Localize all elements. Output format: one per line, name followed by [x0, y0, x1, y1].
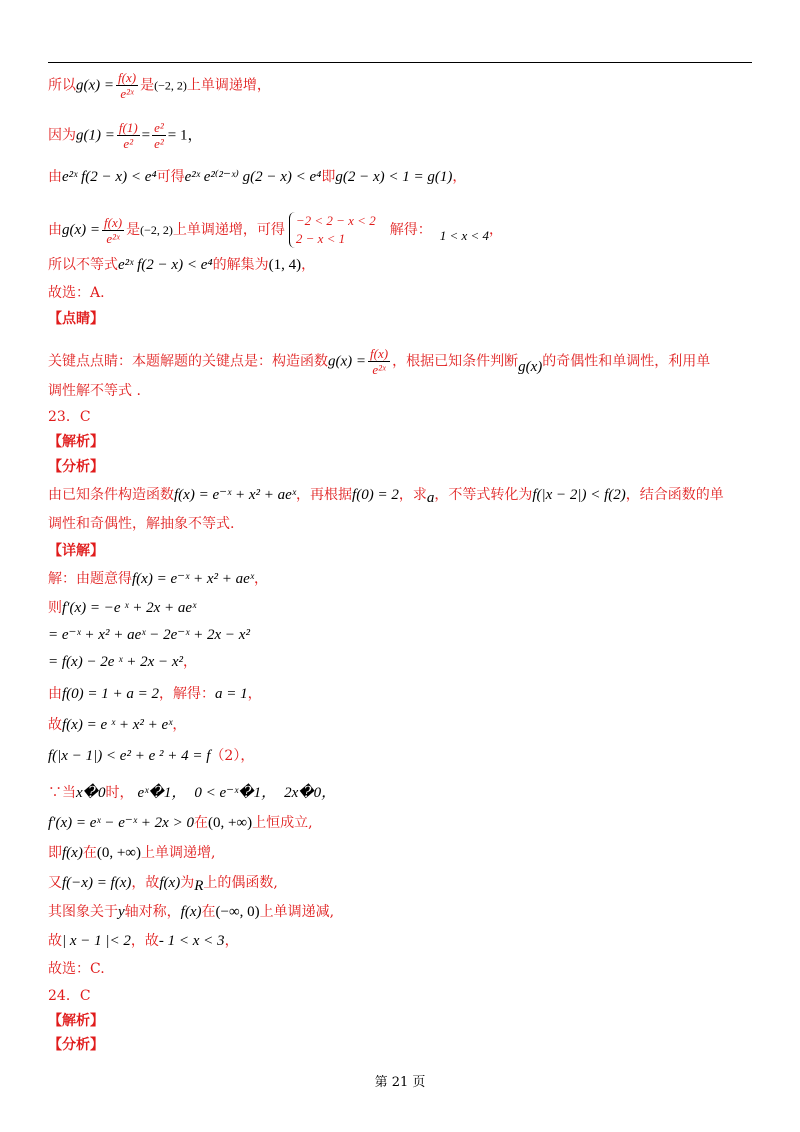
text-line-2: 因为g(1) = $\frac{f(1)}{\text{e²}}$ = $\frac{\text{e²}}{\text{e²}}$ = 1， — [48, 120, 203, 151]
section-label: 【解析】 — [48, 434, 104, 450]
text-line-4: 由g(x) = $\frac{f(x)}{\text{e²ˣ}}$ 是(−2, 2)上单调递增，可得 −2 < 2 − x < 2 2 − x < 1 解得： 1 < x < 4， — [48, 213, 504, 246]
text-line-3: 由e²ˣ f(2 − x) < e⁴可得e²ˣ e²⁽²⁻ˣ⁾ g(2 − x) < e⁴即g(2 − x) < 1 = g(1)， — [48, 169, 467, 185]
text-line-1: 所以g(x) = $\frac{f(x)}{\text{e²ˣ}}$ 是(−2, 2)上单调递增， — [48, 70, 271, 101]
text-line-22: f(|x − 1|) < e² + e ² + 4 = f（2）， — [48, 748, 255, 764]
section-label: 【点睛】 — [48, 311, 104, 327]
interval: (−2, 2) — [154, 78, 187, 93]
fraction: $\frac{f(x)}{\text{e²ˣ}}$ — [104, 214, 123, 246]
text-line-19: = f(x) − 2e ˣ + 2x − x²， — [48, 654, 198, 670]
text-line-27: 其图象关于y轴对称，f(x)在(−∞, 0)上单调递减, — [48, 904, 335, 920]
text-line-29: 故选：C. — [48, 961, 105, 977]
text-line-6: 故选：A. — [48, 285, 105, 301]
text-line-13: 由已知条件构造函数f(x) = e⁻ˣ + x² + aeˣ，再根据f(0) = 2，求a，不等式转化为f(|x − 2|) < f(2)，结合函数的单 — [48, 487, 724, 506]
text-line-18: = e⁻ˣ + x² + aeˣ − 2e⁻ˣ + 2x − x² — [48, 627, 250, 643]
text-line-16: 解：由题意得f(x) = e⁻ˣ + x² + aeˣ， — [48, 571, 269, 587]
section-label: 【分析】 — [48, 1037, 104, 1053]
text-line-14: 调性和奇偶性，解抽象不等式. — [48, 516, 235, 532]
text-line-24: f′(x) = eˣ − e⁻ˣ + 2x > 0在(0, +∞)上恒成立, — [48, 815, 313, 831]
section-label: 【详解】 — [48, 543, 104, 559]
text-line-8: 关键点点睛：本题解题的关键点是：构造函数g(x) = $\frac{f(x)}{\text{e²ˣ}}$ ，根据已知条件判断g(x)的奇偶性和单调性，利用单 — [48, 346, 711, 377]
text-line-23: ∵当x�0时， eˣ�1， 0 < e⁻ˣ�1， 2x�0， — [48, 785, 337, 801]
fraction: $\frac{f(x)}{\text{e²ˣ}}$ — [118, 70, 137, 101]
question-number: 23．C — [48, 409, 91, 425]
text-line-20: 由f(0) = 1 + a = 2，解得：a = 1， — [48, 686, 262, 702]
fraction: $\frac{f(1)}{\text{e²}}$ — [118, 120, 138, 151]
formula: g(x) = — [76, 77, 115, 94]
equation-system: −2 < 2 − x < 2 2 − x < 1 — [289, 212, 376, 248]
section-label: 【分析】 — [48, 459, 104, 475]
text-line-9: 调性解不等式 . — [48, 383, 141, 399]
text-line-5: 所以不等式e²ˣ f(2 − x) < e⁴的解集为(1, 4)， — [48, 257, 316, 273]
text-line-25: 即f(x)在(0, +∞)上单调递增, — [48, 845, 216, 861]
section-label: 【解析】 — [48, 1013, 104, 1029]
fraction: $\frac{f(x)}{\text{e²ˣ}}$ — [370, 346, 389, 377]
header-rule — [48, 62, 752, 63]
text-line-26: 又f(−x) = f(x)，故f(x)为R上的偶函数, — [48, 875, 278, 894]
question-number: 24．C — [48, 988, 91, 1004]
text-line-17: 则f′(x) = −e ˣ + 2x + aeˣ — [48, 600, 197, 616]
text-line-21: 故f(x) = e ˣ + x² + eˣ， — [48, 717, 187, 733]
fraction: $\frac{\text{e²}}{\text{e²}}$ — [154, 120, 164, 151]
text-line-28: 故| x − 1 |< 2，故- 1 < x < 3， — [48, 933, 239, 949]
text: 所以 — [48, 77, 76, 94]
page-number: 第 21 页 — [374, 1075, 426, 1090]
